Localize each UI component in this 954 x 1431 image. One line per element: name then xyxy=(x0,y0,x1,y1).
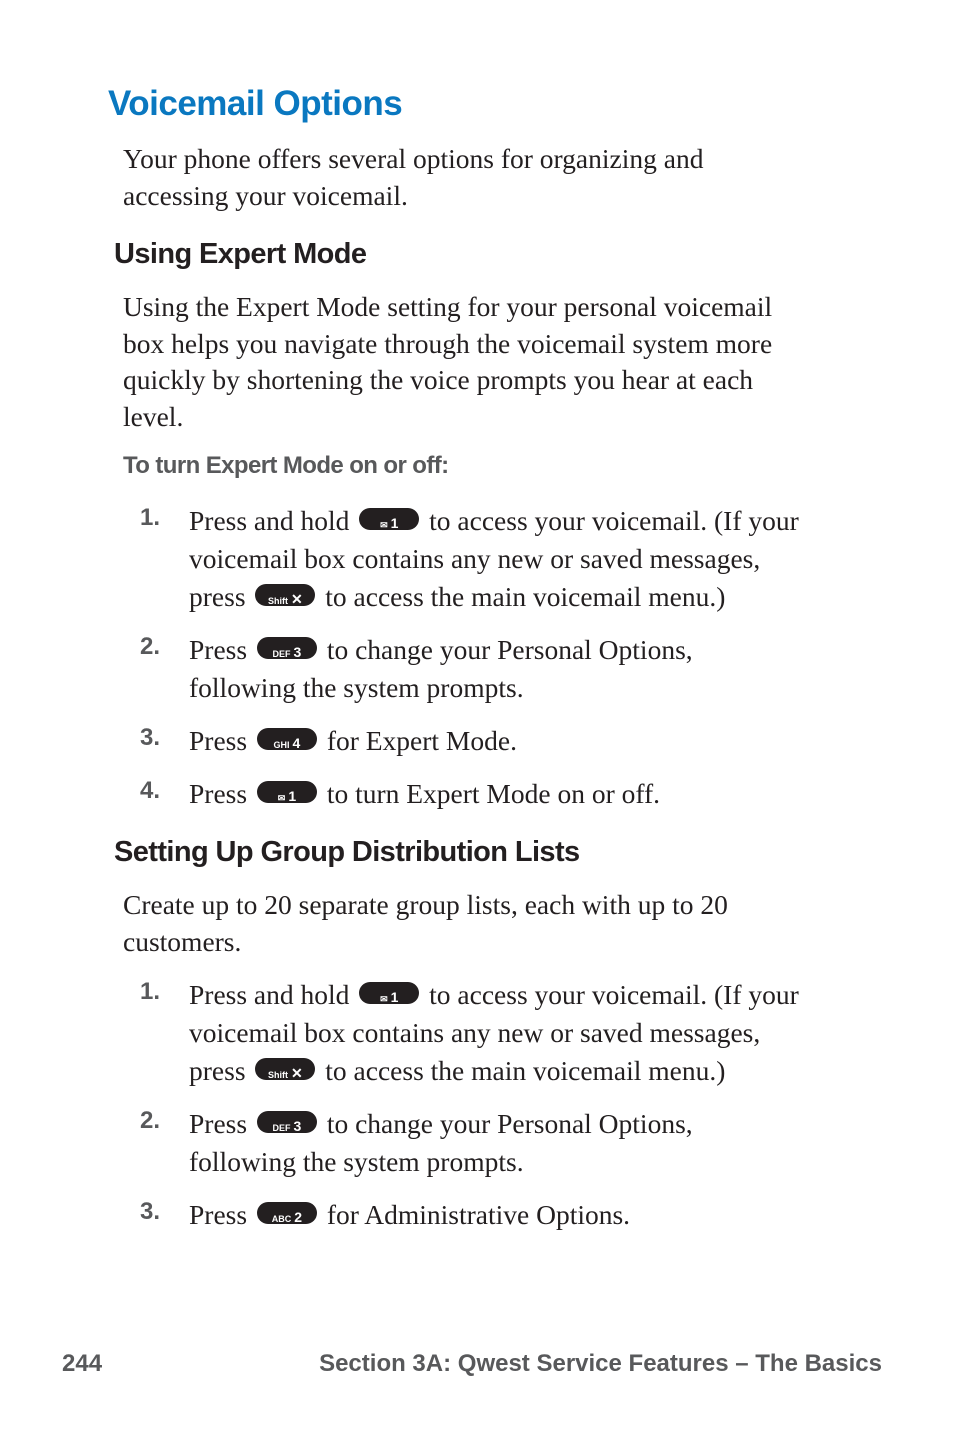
intro-paragraph: Your phone offers several options for organizing and accessing your voicemail. xyxy=(123,143,704,211)
subhead-expert-mode-toggle: To turn Expert Mode on or off: xyxy=(123,452,449,479)
expert-step-2: 2. Press DEF 3 to change your Personal Options, following the system prompts. xyxy=(140,633,693,703)
group-step-2: 2. Press DEF 3 to change your Personal Options, following the system prompts. xyxy=(140,1107,693,1177)
page-number: 244 xyxy=(62,1350,103,1377)
step-number: 1. xyxy=(140,504,161,531)
expert-mode-paragraph: Using the Expert Mode setting for your personal voicemail box helps you navigate through the voicemail system more quickly by shortening the voice prompts you hear at each level. xyxy=(123,291,773,432)
step-number: 1. xyxy=(140,978,161,1005)
page-title: Voicemail Options xyxy=(108,84,403,123)
group-step-1: 1. Press and hold ✉ 1 to access your voicemail. (If your voicemail box contains any new or saved messages, press Shift ✕ to access the main voicemail menu.) xyxy=(140,978,799,1086)
key-shift-icon: Shift ✕ xyxy=(255,584,315,606)
step-number: 3. xyxy=(140,1198,161,1225)
key-4-icon: GHI 4 xyxy=(257,728,317,750)
expert-step-4: 4. Press ✉ 1 to turn Expert Mode on or off. xyxy=(140,777,661,809)
key-1-voicemail-icon: ✉ 1 xyxy=(359,508,419,530)
expert-step-3: 3. Press GHI 4 for Expert Mode. xyxy=(140,724,517,756)
expert-step-1: 1. Press and hold ✉ 1 to access your voicemail. (If your voicemail box contains any new or saved messages, press Shift ✕ to access the main voicemail menu.) xyxy=(140,504,799,612)
key-3-icon: DEF 3 xyxy=(257,1111,317,1133)
key-1-voicemail-icon: ✉ 1 xyxy=(257,781,317,803)
key-2-icon: ABC 2 xyxy=(257,1202,317,1224)
section-footer: Section 3A: Qwest Service Features – The Basics xyxy=(319,1350,882,1377)
key-3-icon: DEF 3 xyxy=(257,637,317,659)
key-shift-icon: Shift ✕ xyxy=(255,1058,315,1080)
step-number: 2. xyxy=(140,633,161,660)
group-lists-paragraph: Create up to 20 separate group lists, each with up to 20 customers. xyxy=(123,889,728,957)
heading-expert-mode: Using Expert Mode xyxy=(114,238,367,270)
key-1-voicemail-icon: ✉ 1 xyxy=(359,982,419,1004)
group-step-3: 3. Press ABC 2 for Administrative Options. xyxy=(140,1198,631,1230)
heading-group-lists: Setting Up Group Distribution Lists xyxy=(114,836,580,868)
step-number: 4. xyxy=(140,777,161,804)
step-number: 2. xyxy=(140,1107,161,1134)
step-number: 3. xyxy=(140,724,161,751)
